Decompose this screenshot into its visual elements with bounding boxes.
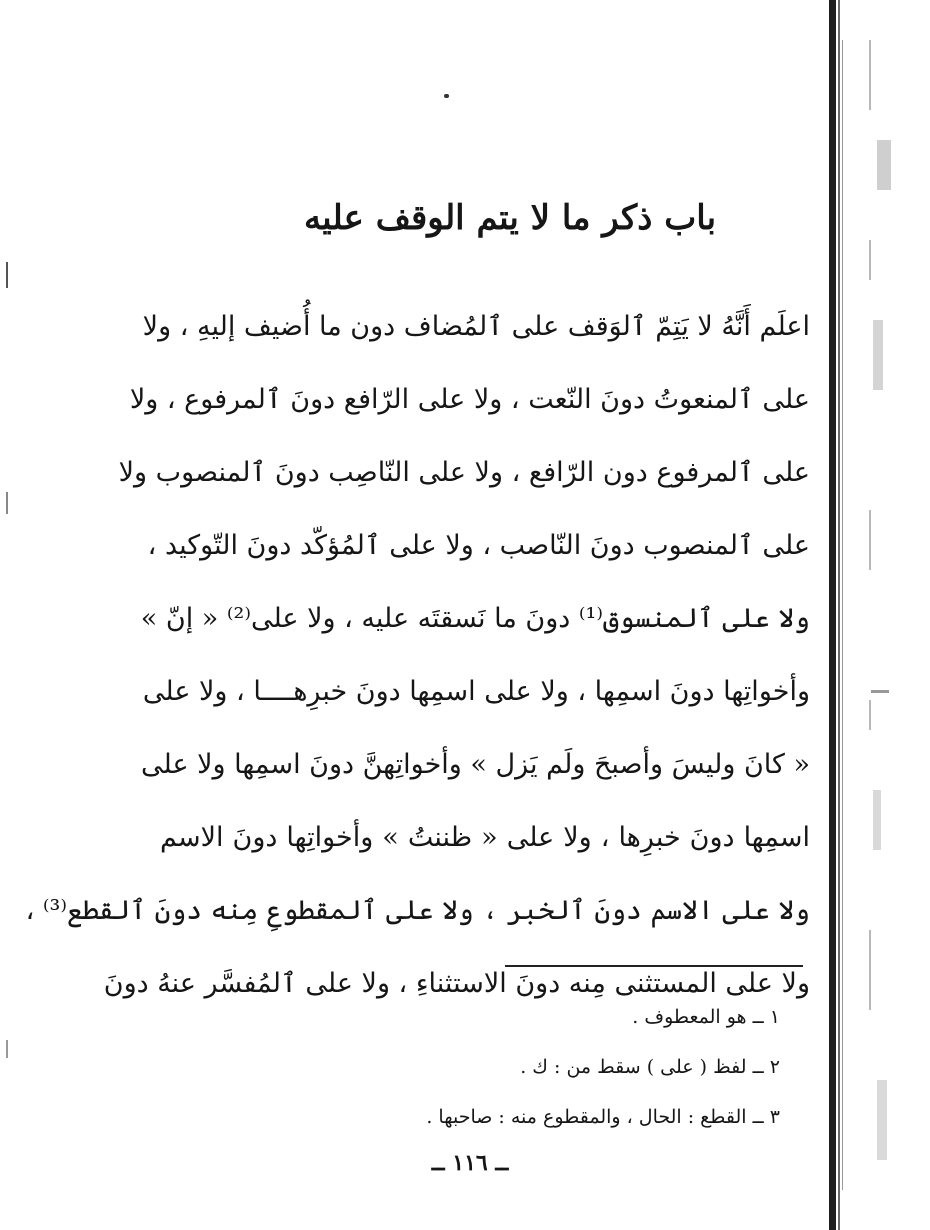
- footnote-separator: [505, 965, 803, 967]
- footnotes: [340, 992, 780, 1142]
- page-number: ــ ١١٦ ــ: [431, 1150, 509, 1176]
- scan-mark-left: [6, 262, 8, 288]
- binding-spine: [829, 0, 836, 1230]
- binding-spine-edge-inner: [842, 40, 843, 1190]
- ink-speck: [444, 94, 449, 98]
- body-line: « كانَ وليسَ وأصبحَ ولَم يَزل » وأخواتِهنَّ دونَ اسمِها ولا على: [141, 749, 810, 780]
- body-line: ولا على ٱلمنسوق⁽¹⁾ دونَ ما نَسقتَه عليه ، ولا على⁽²⁾ « إنّ »: [140, 603, 810, 634]
- scan-mark-left: [6, 1040, 8, 1058]
- footnote-item: ٢ ــ لفظ ( على ) سقط من : ك .: [520, 1056, 780, 1078]
- body-line: وأخواتِها دونَ اسمِها ، ولا على اسمِها دونَ خبرِهــــا ، ولا على: [142, 676, 810, 707]
- footnote-item: ٣ ــ القطع : الحال ، والمقطوع منه : صاحبها .: [426, 1106, 780, 1128]
- body-line: ولا على الاسم دونَ ٱلخبر ، ولا على ٱلمقطوعِ مِنه دونَ ٱلقطع⁽³⁾ ،: [25, 895, 810, 926]
- binding-spine-edge: [838, 0, 840, 1230]
- body-line: على ٱلمنصوب دونَ النّاصب ، ولا على ٱلمُؤكّد دونَ التّوكيد ،: [147, 530, 810, 561]
- facing-page-margin: [855, 0, 930, 1230]
- chapter-title: باب ذكر ما لا يتم الوقف عليه: [303, 198, 717, 238]
- body-line: اسمِها دونَ خبرِها ، ولا على « ظننتُ » وأخواتِها دونَ الاسم: [160, 822, 810, 853]
- body-line: على ٱلمنعوتُ دونَ النّعت ، ولا على الرّافع دونَ ٱلمرفوع ، ولا: [129, 384, 810, 415]
- body-line: اعلَم أَنَّهُ لا يَتِمّ ٱلوَقف على ٱلمُضاف دون ما أُضيف إليهِ ، ولا: [142, 311, 810, 342]
- scan-mark-left: [6, 492, 8, 514]
- body-line: على ٱلمرفوع دون الرّافع ، ولا على النّاصِب دونَ ٱلمنصوب ولا: [118, 457, 810, 488]
- body-line: ولا على المستثنى مِنه دونَ الاستثناءِ ، ولا على ٱلمُفسَّر عنهُ دونَ: [103, 968, 810, 999]
- body-text: [25, 290, 810, 1020]
- footnote-item: ١ ــ هو المعطوف .: [632, 1006, 780, 1028]
